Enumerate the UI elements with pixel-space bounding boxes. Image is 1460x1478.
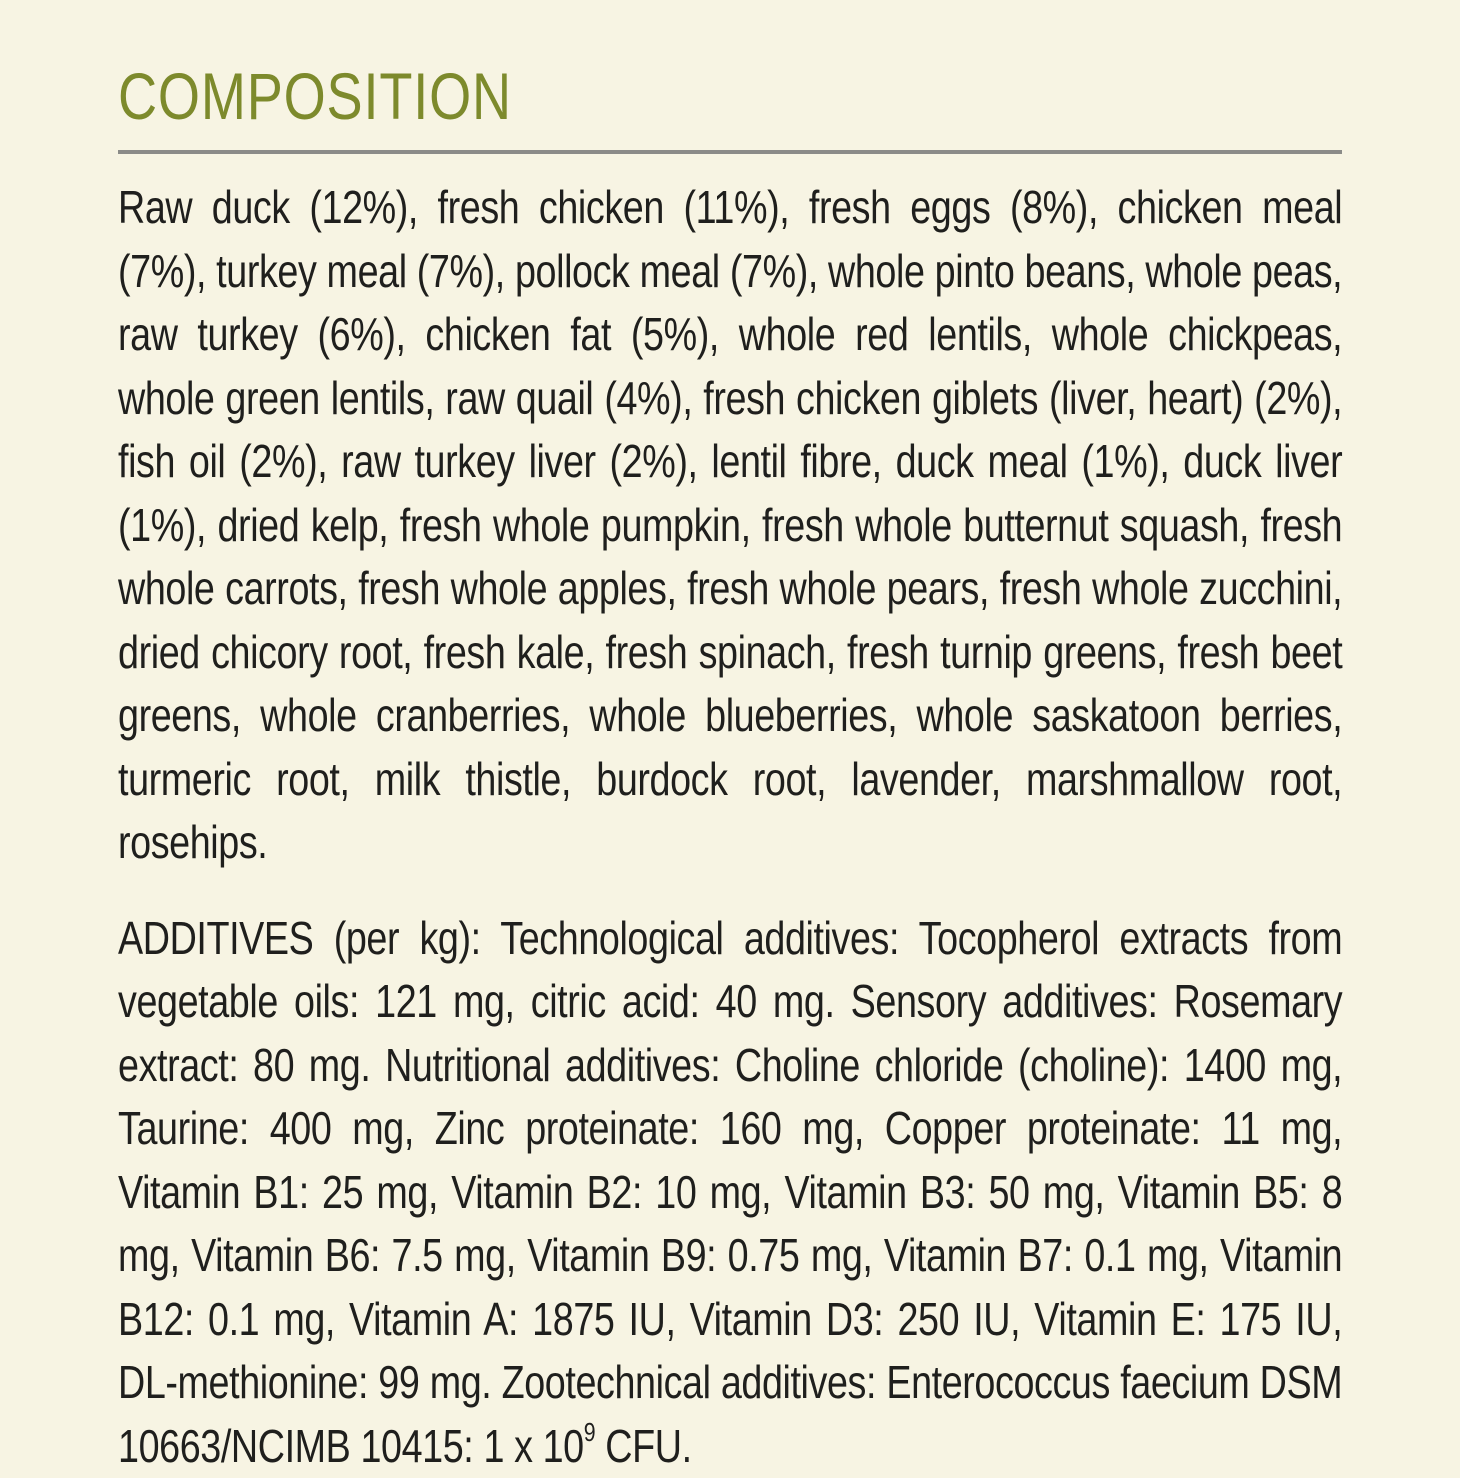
heading-divider [118, 150, 1342, 154]
additives-text: ADDITIVES (per kg): Technological additives: Tocopherol extracts from vegetable oils: 121 mg, citric acid: 40 mg. Sensory additives: Rosemary extract: 80 mg. Nutritional additives: Choline chloride (choline): 1400 mg, Taurine: 400 mg, Zinc proteinate: 160 mg, Copper proteinate: 11 mg, Vitamin B1: 25 mg, Vitamin B2: 10 mg, Vitamin B3: 50 mg, Vitamin B5: 8 mg, Vitamin B6: 7.5 mg, Vitamin B9: 0.75 mg, Vitamin B7: 0.1 mg, Vitamin B12: 0.1 mg, Vitamin A: 1875 IU, Vitamin D3: 250 IU, Vitamin E: 175 IU, DL-methionine: 99 mg. Zootechnical additives: Enterococcus faecium DSM 10663/NCIMB 10415: 1 x 10 [118, 912, 1342, 1472]
composition-ingredients: Raw duck (12%), fresh chicken (11%), fresh eggs (8%), chicken meal (7%), turkey meal (7%), pollock meal (7%), whole pinto beans, whole peas, raw turkey (6%), chicken fat (5%), whole red lentils, whole chickpeas, whole green lentils, raw quail (4%), fresh chicken giblets (liver, heart) (2%), fish oil (2%), raw turkey liver (2%), lentil fibre, duck meal (1%), duck liver (1%), dried kelp, fresh whole pumpkin, fresh whole butternut squash, fresh whole carrots, fresh whole apples, fresh whole pears, fresh whole zucchini, dried chicory root, fresh kale, fresh spinach, fresh turnip greens, fresh beet greens, whole cranberries, whole blueberries, whole saskatoon berries, turmeric root, milk thistle, burdock root, lavender, marshmallow root, rosehips. [118, 176, 1342, 875]
composition-heading: COMPOSITION [118, 58, 1122, 134]
composition-panel [118, 58, 1342, 1478]
additives-tail: CFU. [595, 1420, 691, 1472]
additives-paragraph [118, 907, 1342, 1478]
additives-exponent: 9 [584, 1417, 595, 1447]
